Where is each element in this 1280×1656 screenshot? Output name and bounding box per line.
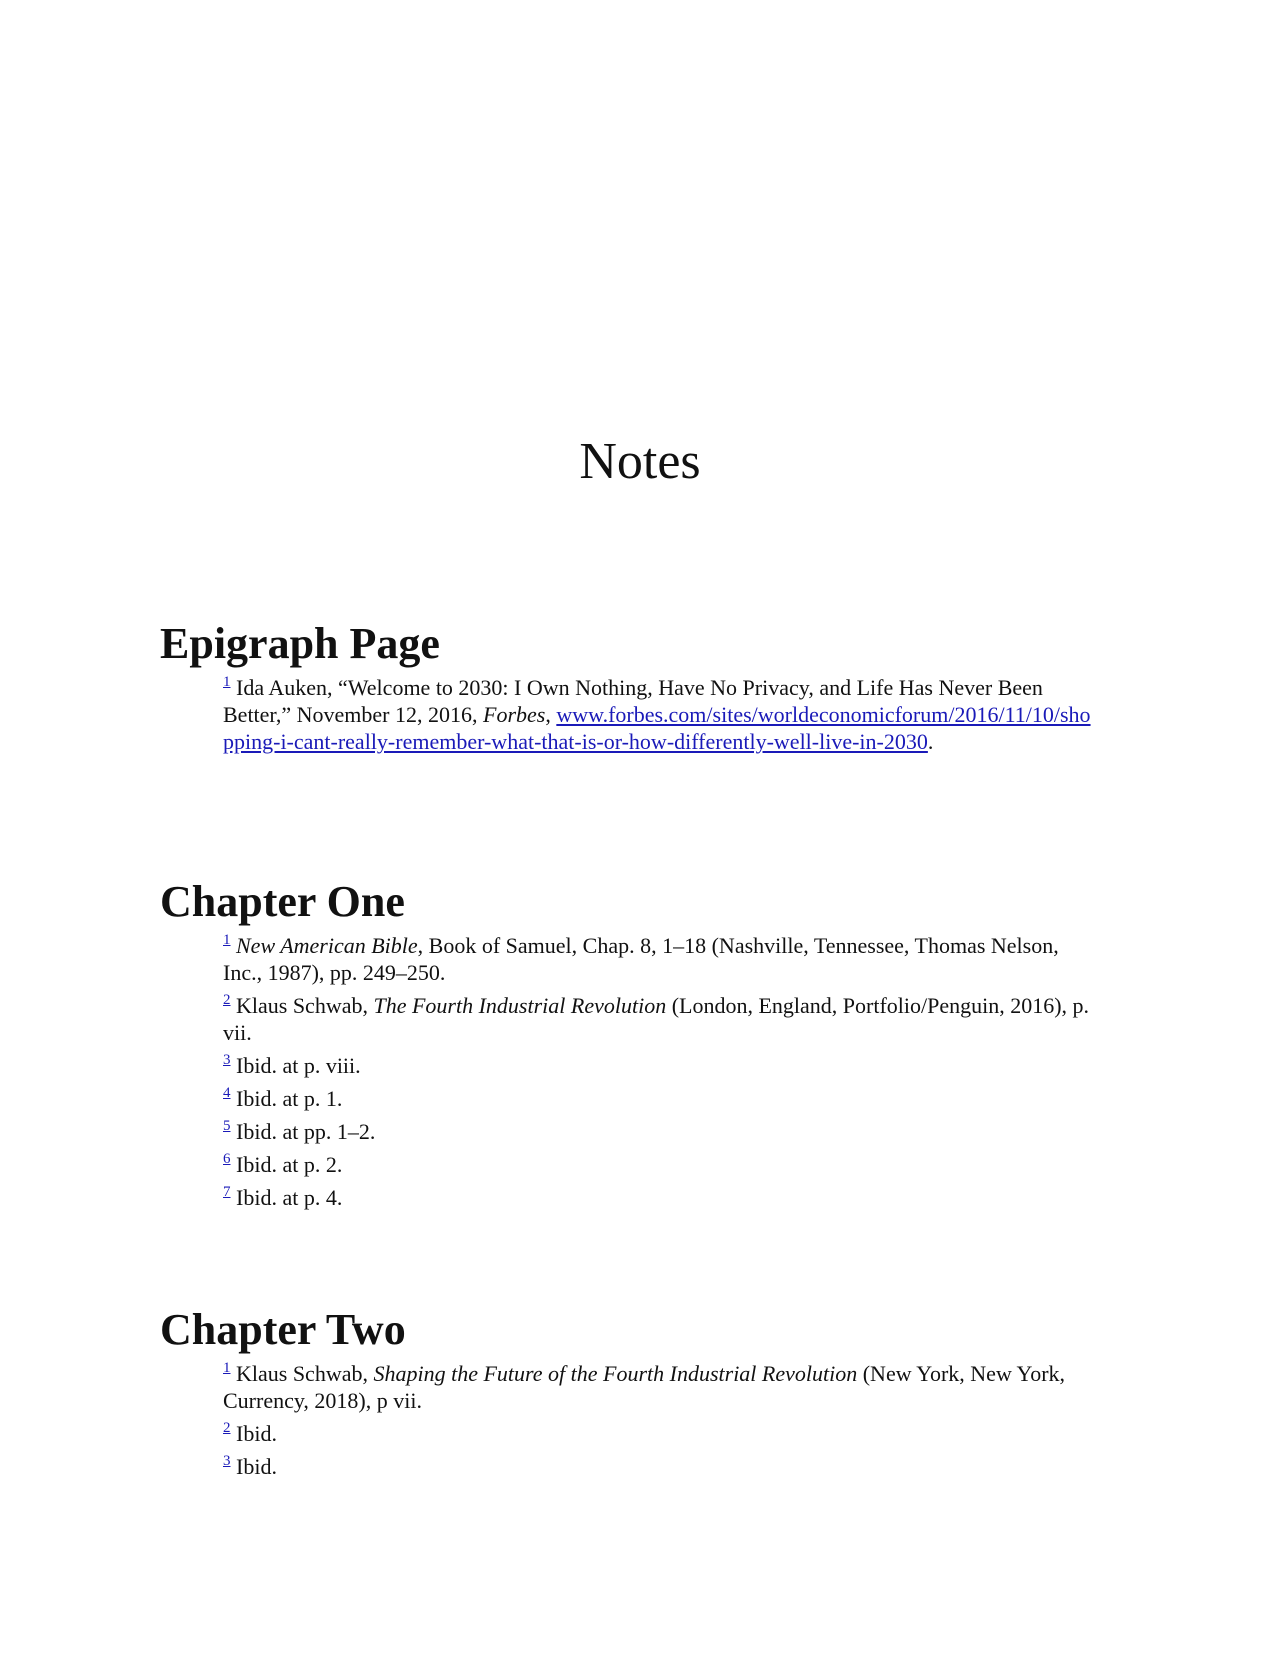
note-italic-title: Shaping the Future of the Fourth Industrial Revolution <box>373 1361 858 1387</box>
page-title: Notes <box>579 433 701 490</box>
note-number-link[interactable]: 2 <box>223 1420 231 1437</box>
note-text: , Book of Samuel, Chap. 8, 1–18 (Nashville, Tennessee, Thomas Nelson, Inc., 1987), pp. 249–250. <box>223 933 1059 986</box>
note-text: (London, England, Portfolio/Penguin, 2016), p. vii. <box>223 993 1090 1046</box>
notes-list <box>223 674 1093 755</box>
note-number-link[interactable]: 1 <box>223 1360 231 1377</box>
note-italic-title: The Fourth Industrial Revolution <box>373 993 667 1019</box>
note-number-link[interactable]: 3 <box>223 1453 231 1470</box>
note-item <box>223 932 1093 986</box>
note-item <box>223 1360 1093 1414</box>
note-text: Ibid. at p. 2. <box>236 1152 343 1178</box>
note-item <box>223 1184 1093 1211</box>
note-item <box>223 1052 1093 1079</box>
note-text: Ida Auken, “Welcome to 2030: I Own Nothing, Have No Privacy, and Life Has Never Been Better,” November 12, 2016, <box>223 675 1043 728</box>
section-chapter-two <box>160 1306 1120 1486</box>
note-item <box>223 1151 1093 1178</box>
note-number-link[interactable]: 7 <box>223 1184 231 1201</box>
note-url-link[interactable]: www.forbes.com/sites/worldeconomicforum/2016/11/10/shopping-i-cant-really-remember-what-that-is-or-how-differently-well-live-in-2030 <box>223 702 1091 755</box>
section-chapter-one <box>160 878 1120 1217</box>
note-text: Ibid. at p. 4. <box>236 1185 343 1211</box>
note-item <box>223 1420 1093 1447</box>
note-text: Ibid. at p. viii. <box>236 1053 361 1079</box>
note-number-link[interactable]: 2 <box>223 992 231 1009</box>
note-number-link[interactable]: 1 <box>223 932 231 949</box>
note-text: . <box>927 729 934 755</box>
notes-list <box>223 1360 1093 1480</box>
note-item <box>223 992 1093 1046</box>
note-item <box>223 674 1093 755</box>
note-item <box>223 1453 1093 1480</box>
note-item <box>223 1118 1093 1145</box>
section-heading: Chapter One <box>160 877 405 926</box>
notes-list <box>223 932 1093 1211</box>
note-italic-title: New American Bible <box>236 933 418 959</box>
note-italic-title: Forbes <box>483 702 546 728</box>
note-number-link[interactable]: 1 <box>223 674 231 691</box>
section-heading: Epigraph Page <box>160 619 440 668</box>
note-number-link[interactable]: 6 <box>223 1151 231 1168</box>
note-number-link[interactable]: 4 <box>223 1085 231 1102</box>
note-text: Klaus Schwab, <box>236 1361 374 1387</box>
note-number-link[interactable]: 3 <box>223 1052 231 1069</box>
section-epigraph-page <box>160 620 1120 761</box>
note-number-link[interactable]: 5 <box>223 1118 231 1135</box>
note-text: Ibid. at pp. 1–2. <box>236 1119 376 1145</box>
note-text: , <box>545 702 557 728</box>
note-text: Ibid. <box>236 1421 277 1447</box>
note-text: (New York, New York, Currency, 2018), p vii. <box>223 1361 1066 1414</box>
note-item <box>223 1085 1093 1112</box>
note-text: Ibid. <box>236 1454 277 1480</box>
note-text: Klaus Schwab, <box>236 993 374 1019</box>
note-text: Ibid. at p. 1. <box>236 1086 343 1112</box>
section-heading: Chapter Two <box>160 1305 406 1354</box>
